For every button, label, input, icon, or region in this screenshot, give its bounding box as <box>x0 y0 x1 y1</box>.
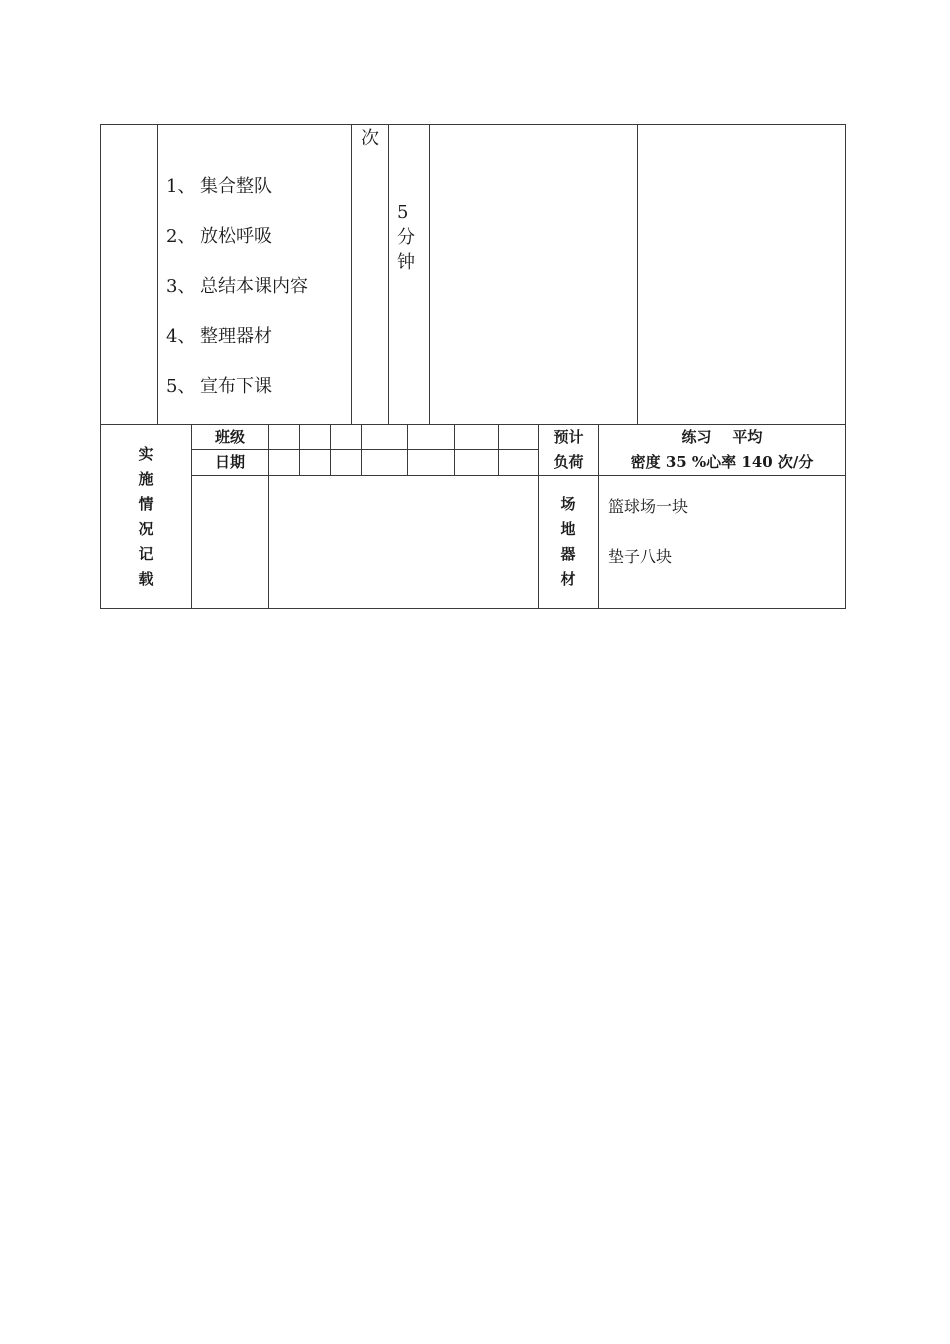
expected-load-label: 负荷 <box>553 453 584 471</box>
step-item <box>166 326 272 348</box>
venue-label: 场地器材 <box>560 495 576 588</box>
table-left-border <box>100 124 101 609</box>
step-item <box>166 276 308 298</box>
table-right-border <box>845 124 846 609</box>
step-text: 放松呼吸 <box>200 226 272 247</box>
class-label: 班级 <box>214 428 245 446</box>
step-item <box>166 376 272 398</box>
col-divider <box>157 124 158 424</box>
grid-cell-divider <box>407 424 408 475</box>
step-item <box>166 226 272 248</box>
col-divider <box>637 124 638 424</box>
step-text: 宣布下课 <box>200 376 272 397</box>
implementation-side-label: 实施情况记载 <box>138 445 154 588</box>
step-number: 5、 <box>166 376 196 397</box>
section-divider <box>100 424 846 425</box>
step-text: 总结本课内容 <box>200 276 308 297</box>
venue-item: 篮球场一块 <box>608 497 689 516</box>
step-number: 4、 <box>166 326 196 347</box>
col-divider <box>351 124 352 424</box>
duration-number: 5 <box>397 202 409 223</box>
row-divider <box>191 475 846 476</box>
count-unit: 次 <box>361 128 379 149</box>
row-divider <box>191 449 538 450</box>
step-number: 3、 <box>166 276 196 297</box>
step-text: 集合整队 <box>200 176 272 197</box>
grid-cell-divider <box>361 424 362 475</box>
grid-cell-divider <box>299 424 300 475</box>
grid-cell-divider <box>498 424 499 475</box>
step-number: 2、 <box>166 226 196 247</box>
table-top-border <box>100 124 846 125</box>
step-number: 1、 <box>166 176 196 197</box>
col-divider <box>429 124 430 424</box>
duration-unit-char: 钟 <box>397 252 415 273</box>
step-item <box>166 176 272 198</box>
grid-cell-divider <box>454 424 455 475</box>
duration-unit-char: 分 <box>397 227 415 248</box>
grid-cell-divider <box>330 424 331 475</box>
col-divider <box>268 424 269 609</box>
col-divider <box>388 124 389 424</box>
expected-load-label: 预计 <box>553 428 584 446</box>
load-line-1: 练习 平均 <box>681 428 763 446</box>
table-bottom-border <box>100 608 846 609</box>
venue-item: 垫子八块 <box>608 547 673 566</box>
step-text: 整理器材 <box>200 326 272 347</box>
load-line-2: 密度 35 %心率 140 次/分 <box>630 453 814 471</box>
date-label: 日期 <box>214 453 245 471</box>
